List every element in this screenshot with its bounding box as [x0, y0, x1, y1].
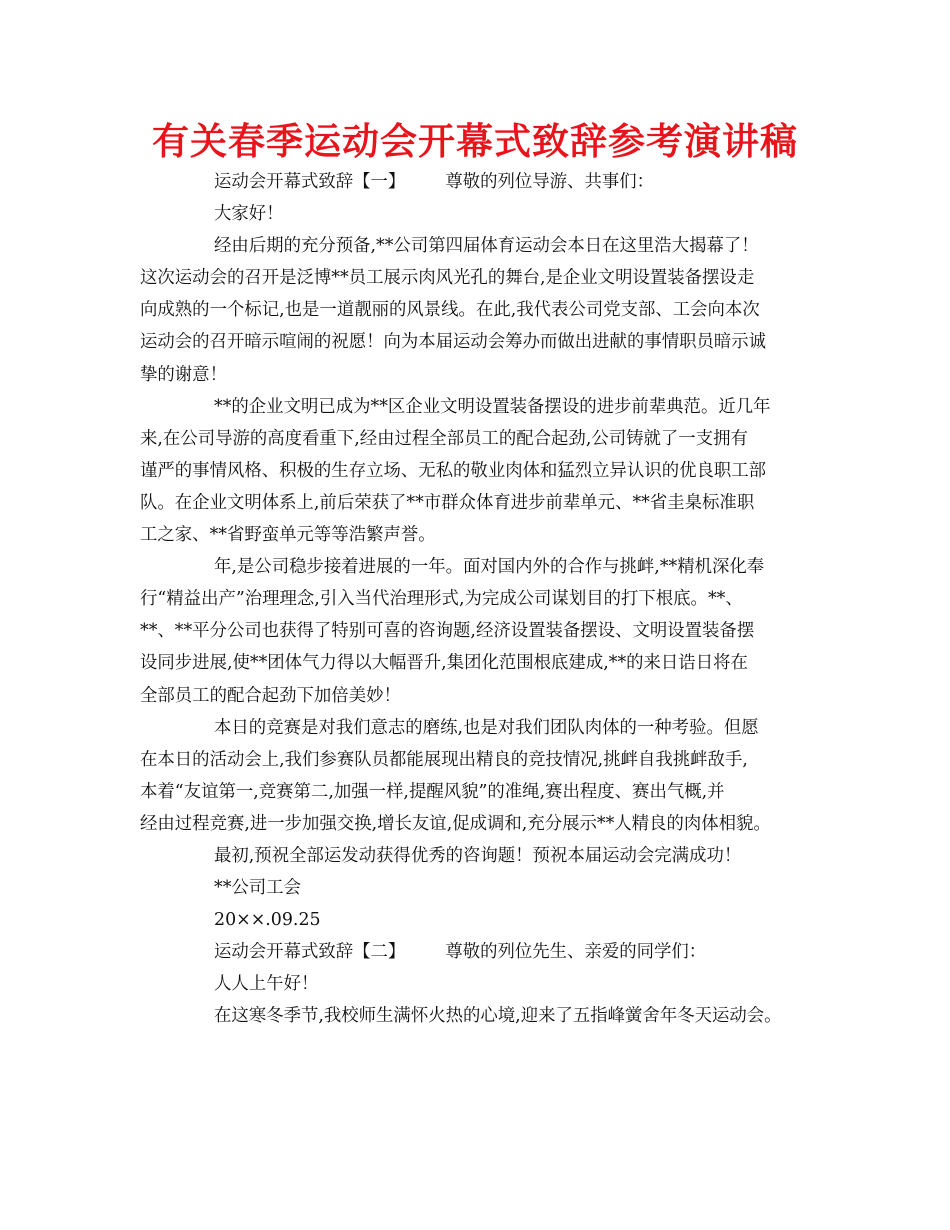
- text-line: [140, 519, 816, 551]
- text-line-content: 人人上午好！: [214, 974, 319, 995]
- text-line: [140, 166, 816, 198]
- text-line: [140, 712, 816, 744]
- text-line: [140, 680, 816, 712]
- text-line: [140, 583, 816, 615]
- text-line: [140, 872, 816, 904]
- text-line-content: 运动会开幕式致辞【一】: [214, 172, 406, 192]
- text-line-content: 运动会开幕式致辞【二】: [214, 942, 406, 963]
- text-line-content: 在本日的活动会上,我们参赛队员都能展现出精良的竞技情况,挑衅自我挑衅敌手,: [140, 749, 748, 770]
- text-line: [140, 840, 816, 872]
- text-line-content: 行“精益出产”治理理念,引入当代治理形式,为完成公司谋划目的打下根底。**、: [140, 589, 743, 610]
- document-title: 有关春季运动会开幕式致辞参考演讲稿: [152, 120, 798, 163]
- text-line: [140, 487, 816, 519]
- text-line: [140, 904, 816, 936]
- text-line: [140, 1000, 816, 1032]
- text-line: [140, 615, 816, 647]
- text-line-content: 全部员工的配合起劲下加倍美妙！: [140, 685, 401, 706]
- text-line: [140, 391, 816, 423]
- text-line-content: 向成熟的一个标记,也是一道靓丽的风景线。在此,我代表公司党支部、工会向本次: [140, 300, 760, 321]
- text-line-content: 20××.09.25: [214, 910, 321, 931]
- text-line-content: 设同步进展,使**团体气力得以大幅晋升,集团化范围根底建成,**的来日诰日将在: [140, 653, 748, 674]
- text-line: [140, 198, 816, 230]
- text-line-content: 大家好！: [214, 204, 284, 225]
- text-line: [140, 551, 816, 583]
- salutation-text: 尊敬的列位导游、共事们：: [445, 172, 655, 192]
- text-line-content: 经由后期的充分预备,**公司第四届体育运动会本日在这里浩大揭幕了！: [214, 236, 759, 257]
- text-line: [140, 455, 816, 487]
- text-line-content: 来,在公司导游的高度看重下,经由过程全部员工的配合起劲,公司铸就了一支拥有: [140, 428, 748, 449]
- text-line: [140, 936, 816, 968]
- text-line-content: **的企业文明已成为**区企业文明设置装备摆设的进步前辈典范。近几年: [214, 396, 771, 417]
- text-line: [140, 808, 816, 840]
- text-line: [140, 744, 816, 776]
- text-line: [140, 359, 816, 391]
- salutation-text: 尊敬的列位先生、亲爱的同学们：: [445, 942, 707, 963]
- text-line-content: 队。在企业文明体系上,前后荣获了**市群众体育进步前辈单元、**省圭臬标准职: [140, 492, 755, 513]
- text-line: [140, 326, 816, 358]
- text-line-content: **、**平分公司也获得了特别可喜的咨询题,经济设置装备摆设、文明设置装备摆: [140, 621, 755, 642]
- text-line: [140, 423, 816, 455]
- text-line-content: 这次运动会的召开是泛博**员工展示肉风光孔的舞台,是企业文明设置装备摆设走: [140, 268, 755, 289]
- text-line: [140, 262, 816, 294]
- text-line: [140, 647, 816, 679]
- text-line-content: 年,是公司稳步接着进展的一年。面对国内外的合作与挑衅,**精机深化奉: [214, 557, 765, 578]
- text-line-content: 工之家、**省野蛮单元等等浩繁声誉。: [140, 525, 436, 546]
- text-line-content: 本着“友谊第一,竞赛第二,加强一样,提醒风貌”的准绳,赛出程度、赛出气概,并: [140, 781, 725, 802]
- text-line-content: 挚的谢意！: [140, 364, 227, 385]
- text-line-content: 谨严的事情风格、积极的生存立场、无私的敬业肉体和猛烈立异认识的优良职工部: [140, 460, 767, 481]
- text-line-content: **公司工会: [214, 878, 301, 899]
- text-line-content: 经由过程竞赛,进一步加强交换,增长友谊,促成调和,充分展示**人精良的肉体相貌。: [140, 813, 771, 834]
- text-line: [140, 968, 816, 1000]
- text-line-content: 在这寒冬季节,我校师生满怀火热的心境,迎来了五指峰黉舍年冬天运动会。: [214, 1006, 782, 1027]
- text-line-content: 本日的竞赛是对我们意志的磨练,也是对我们团队肉体的一种考验。但愿: [214, 717, 759, 738]
- text-line: [140, 294, 816, 326]
- text-line: [140, 230, 816, 262]
- text-line-content: 最初,预祝全部运发动获得优秀的咨询题！预祝本届运动会完满成功！: [214, 845, 742, 866]
- text-line-content: 运动会的召开暗示喧闹的祝愿！向为本届运动会筹办而做出进献的事情职员暗示诚: [140, 332, 767, 353]
- document-body: [140, 166, 816, 1033]
- text-line: [140, 776, 816, 808]
